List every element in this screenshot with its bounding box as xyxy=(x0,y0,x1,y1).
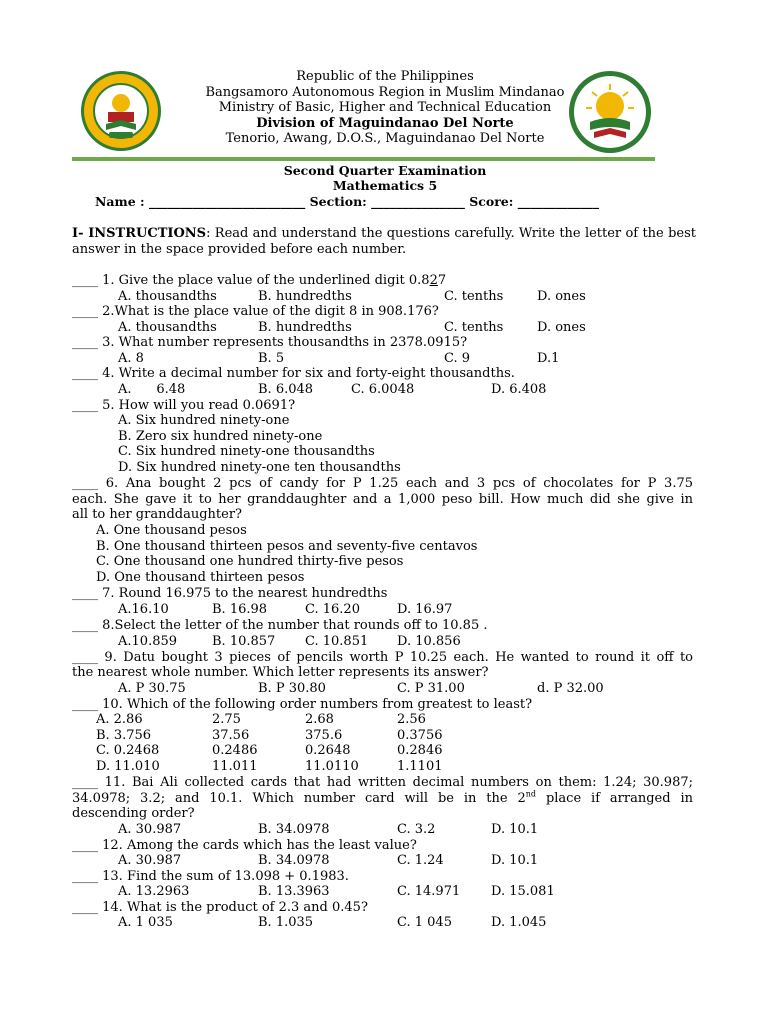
q10-row-d-col-2: 11.011 xyxy=(212,759,258,774)
header-address: Tenorio, Awang, D.O.S., Maguindanao Del Norte xyxy=(225,131,545,146)
q10-row-b-col-3: 375.6 xyxy=(305,728,343,743)
option-d: D. 6.408 xyxy=(491,382,547,397)
question-10: ____ 10. Which of the following order numbers from greatest to least? xyxy=(72,697,533,712)
option-a: A.10.859 xyxy=(118,634,178,649)
option-a: A. 6.48 xyxy=(118,382,186,397)
exam-subject: Mathematics 5 xyxy=(332,178,438,193)
question-6: ____ 6. Ana bought 2 pcs of candy for P 1.25 each and 3 pcs of chocolates for P 3.75 xyxy=(72,476,693,491)
section-field[interactable]: _______________ xyxy=(371,194,465,209)
option-a: A.16.10 xyxy=(118,602,169,617)
student-info-line xyxy=(95,194,599,209)
q10-row-c-col-2: 0.2486 xyxy=(212,743,258,758)
option-a: A. One thousand pesos xyxy=(96,523,247,538)
header-divider xyxy=(72,157,655,161)
option-b: B. 6.048 xyxy=(258,382,314,397)
q10-row-d-col-1: D. 11.010 xyxy=(96,759,160,774)
header-ministry: Ministry of Basic, Higher and Technical Education xyxy=(218,100,552,115)
q10-row-d-col-3: 11.0110 xyxy=(305,759,359,774)
option-d: D. ones xyxy=(537,320,586,335)
option-c: C. 10.851 xyxy=(305,634,369,649)
option-c: C. tenths xyxy=(444,289,504,304)
instructions xyxy=(72,226,696,257)
ordinal-suffix: nd xyxy=(525,789,537,799)
answer-blank[interactable]: ____ xyxy=(72,398,98,413)
option-b: B. 34.0978 xyxy=(258,853,330,868)
header-region: Bangsamoro Autonomous Region in Muslim Mindanao xyxy=(205,85,565,100)
option-c: C. P 31.00 xyxy=(397,681,465,696)
question-12: ____ 12. Among the cards which has the least value? xyxy=(72,838,417,853)
answer-blank[interactable]: ____ xyxy=(72,838,98,853)
question-6-line-2: each. She gave it to her granddaughter and a 1,000 peso bill. How much did she give in xyxy=(72,492,693,507)
option-a: A. 30.987 xyxy=(118,853,182,868)
q10-row-c-col-3: 0.2648 xyxy=(305,743,351,758)
exam-title: Second Quarter Examination xyxy=(283,163,487,178)
answer-blank[interactable]: ____ xyxy=(72,476,98,491)
answer-blank[interactable]: ____ xyxy=(72,775,98,790)
question-11: ____ 11. Bai Ali collected cards that had written decimal numbers on them: 1.24; 30.987; xyxy=(72,775,693,790)
answer-blank[interactable]: ____ xyxy=(72,697,98,712)
option-c: C. tenths xyxy=(444,320,504,335)
option-d: D. 16.97 xyxy=(397,602,453,617)
header-republic: Republic of the Philippines xyxy=(296,69,474,84)
option-d: D. 10.1 xyxy=(491,853,539,868)
option-b: B. hundredths xyxy=(258,320,352,335)
question-7: ____ 7. Round 16.975 to the nearest hundredths xyxy=(72,586,388,601)
answer-blank[interactable]: ____ xyxy=(72,650,98,665)
option-a: A. thousandths xyxy=(118,320,217,335)
answer-blank[interactable]: ____ xyxy=(72,273,98,288)
question-5: ____ 5. How will you read 0.0691? xyxy=(72,398,296,413)
question-6-line-3: all to her granddaughter? xyxy=(72,507,243,522)
question-11-line-2: 34.0978; 3.2; and 10.1. Which number card will be in the 2nd place if arranged in xyxy=(72,789,693,806)
q10-row-c-col-4: 0.2846 xyxy=(397,743,443,758)
option-d: D. One thousand thirteen pesos xyxy=(96,570,305,585)
question-9-line-2: the nearest whole number. Which letter represents its answer? xyxy=(72,665,489,680)
option-c: C. 16.20 xyxy=(305,602,360,617)
option-c: C. 1 045 xyxy=(397,915,452,930)
question-3: ____ 3. What number represents thousandths in 2378.0915? xyxy=(72,335,468,350)
section-label: Section: xyxy=(305,194,372,209)
option-d: D.1 xyxy=(537,351,560,366)
option-a: A. P 30.75 xyxy=(118,681,186,696)
option-c: C. 14.971 xyxy=(397,884,461,899)
answer-blank[interactable]: ____ xyxy=(72,900,98,915)
q10-row-d-col-4: 1.1101 xyxy=(397,759,443,774)
option-b: B. One thousand thirteen pesos and seventy-five centavos xyxy=(96,539,478,554)
option-b: B. hundredths xyxy=(258,289,352,304)
answer-blank[interactable]: ____ xyxy=(72,366,98,381)
question-2: ____ 2.What is the place value of the digit 8 in 908.176? xyxy=(72,304,439,319)
answer-blank[interactable]: ____ xyxy=(72,335,98,350)
question-14: ____ 14. What is the product of 2.3 and 0.45? xyxy=(72,900,368,915)
q10-row-b-col-4: 0.3756 xyxy=(397,728,443,743)
answer-blank[interactable]: ____ xyxy=(72,304,98,319)
option-b: B. 16.98 xyxy=(212,602,268,617)
option-b: B. 13.3963 xyxy=(258,884,330,899)
option-d: D. 1.045 xyxy=(491,915,547,930)
q10-row-a-col-4: 2.56 xyxy=(397,712,426,727)
option-a: A. 13.2963 xyxy=(118,884,190,899)
option-a: A. thousandths xyxy=(118,289,217,304)
answer-blank[interactable]: ____ xyxy=(72,869,98,884)
name-label: Name : xyxy=(95,194,150,209)
option-c: C. One thousand one hundred thirty-five pesos xyxy=(96,554,404,569)
score-label: Score: xyxy=(464,194,518,209)
question-11-line-3: descending order? xyxy=(72,806,195,821)
option-d: D. 15.081 xyxy=(491,884,555,899)
option-a: A. Six hundred ninety-one xyxy=(118,413,290,428)
option-d: D. Six hundred ninety-one ten thousandths xyxy=(118,460,401,475)
q10-row-a-col-3: 2.68 xyxy=(305,712,334,727)
name-field[interactable]: _________________________ xyxy=(149,194,306,209)
option-b: B. 5 xyxy=(258,351,285,366)
question-8: ____ 8.Select the letter of the number that rounds off to 10.85 . xyxy=(72,618,488,633)
q10-row-a-col-2: 2.75 xyxy=(212,712,241,727)
option-d: D. 10.856 xyxy=(397,634,461,649)
instructions-text: : Read and understand the questions carefully. Write the letter of the best answer in the space provided before each number. xyxy=(72,226,696,257)
answer-blank[interactable]: ____ xyxy=(72,586,98,601)
header-division: Division of Maguindanao Del Norte xyxy=(256,116,514,131)
answer-blank[interactable]: ____ xyxy=(72,618,98,633)
option-d: D. ones xyxy=(537,289,586,304)
option-c: C. 3.2 xyxy=(397,822,436,837)
option-d: d. P 32.00 xyxy=(537,681,604,696)
underlined-digit: 2 xyxy=(429,273,438,288)
question-9: ____ 9. Datu bought 3 pieces of pencils worth P 10.25 each. He wanted to round it off to xyxy=(72,650,693,665)
ministry-seal-logo xyxy=(80,70,162,152)
q10-row-c-col-1: C. 0.2468 xyxy=(96,743,160,758)
q10-row-b-col-1: B. 3.756 xyxy=(96,728,152,743)
option-a: A. 1 035 xyxy=(118,915,173,930)
question-13: ____ 13. Find the sum of 13.098 + 0.1983. xyxy=(72,869,349,884)
option-d: D. 10.1 xyxy=(491,822,539,837)
option-b: B. 1.035 xyxy=(258,915,314,930)
question-4: ____ 4. Write a decimal number for six and forty-eight thousandths. xyxy=(72,366,515,381)
option-c: C. Six hundred ninety-one thousandths xyxy=(118,444,375,459)
option-b: B. 34.0978 xyxy=(258,822,330,837)
score-field[interactable]: _____________ xyxy=(517,194,599,209)
option-a: A. 8 xyxy=(118,351,144,366)
option-b: B. 10.857 xyxy=(212,634,276,649)
option-c: C. 9 xyxy=(444,351,471,366)
q10-row-b-col-2: 37.56 xyxy=(212,728,250,743)
option-c: C. 6.0048 xyxy=(351,382,415,397)
option-b: B. Zero six hundred ninety-one xyxy=(118,429,323,444)
instructions-label: I- INSTRUCTIONS xyxy=(72,226,207,241)
option-b: B. P 30.80 xyxy=(258,681,326,696)
option-c: C. 1.24 xyxy=(397,853,444,868)
q10-row-a-col-1: A. 2.86 xyxy=(96,712,143,727)
question-1: ____ 1. Give the place value of the underlined digit 0.827 xyxy=(72,273,447,288)
option-a: A. 30.987 xyxy=(118,822,182,837)
